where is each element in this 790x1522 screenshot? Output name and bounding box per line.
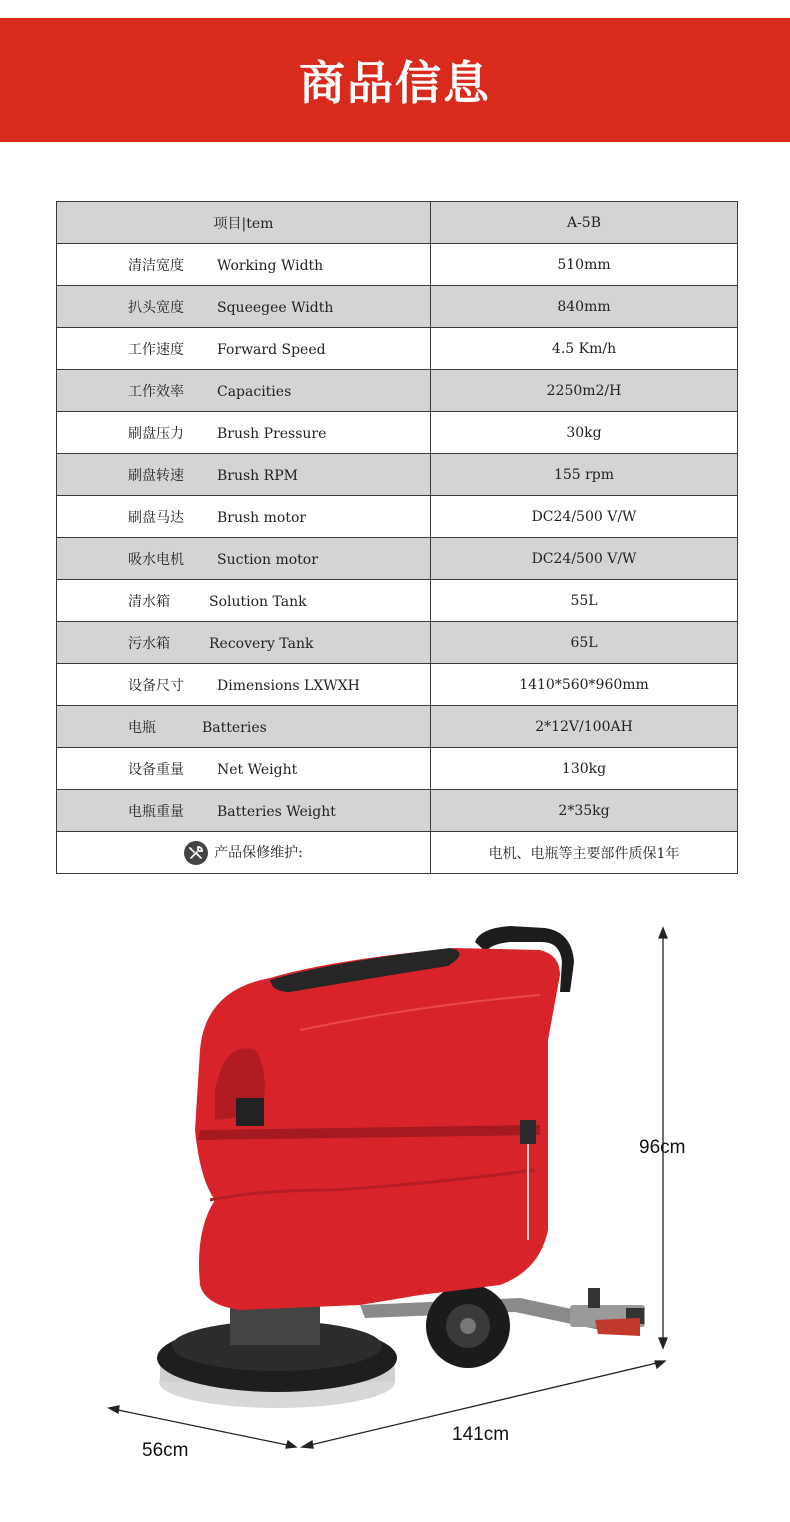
spec-value-cell: 2250m2/H bbox=[431, 370, 738, 412]
spec-label-en: Dimensions LXWXH bbox=[217, 677, 360, 694]
spec-label-en: Batteries Weight bbox=[217, 803, 336, 820]
width-label: 56cm bbox=[142, 1440, 189, 1461]
spec-label-en: Brush Pressure bbox=[217, 425, 327, 442]
spec-value-cell: 2*35kg bbox=[431, 790, 738, 832]
spec-label-cell bbox=[57, 496, 431, 538]
table-row bbox=[57, 706, 738, 748]
spec-label-cn: 设备尺寸 bbox=[128, 677, 184, 694]
spec-value-cell: 4.5 Km/h bbox=[431, 328, 738, 370]
spec-table bbox=[56, 201, 738, 874]
width-dimension-arrow bbox=[109, 1406, 296, 1448]
spec-label-cell bbox=[57, 538, 431, 580]
spec-label-cn: 扒头宽度 bbox=[128, 299, 184, 316]
spec-label-cn: 清水箱 bbox=[128, 593, 170, 610]
spec-label-cell bbox=[57, 454, 431, 496]
header-banner bbox=[0, 18, 790, 142]
spec-label-en: Working Width bbox=[217, 257, 324, 274]
table-row bbox=[57, 244, 738, 286]
floor-scrubber-illustration bbox=[0, 900, 790, 1522]
table-row bbox=[57, 748, 738, 790]
spec-value-cell: 130kg bbox=[431, 748, 738, 790]
spec-value-cell: 55L bbox=[431, 580, 738, 622]
brush-deck bbox=[157, 1305, 397, 1408]
spec-label-cell bbox=[57, 706, 431, 748]
spec-label-cn: 电瓶 bbox=[128, 719, 156, 736]
warranty-row bbox=[57, 832, 738, 874]
spec-label-cell bbox=[57, 244, 431, 286]
spec-value-cell: 840mm bbox=[431, 286, 738, 328]
table-row bbox=[57, 412, 738, 454]
spec-label-en: Capacities bbox=[217, 383, 292, 400]
rear-wheel bbox=[426, 1284, 510, 1368]
table-row bbox=[57, 622, 738, 664]
spec-label-en: Brush motor bbox=[217, 509, 307, 526]
spec-value-cell: 1410*560*960mm bbox=[431, 664, 738, 706]
table-row bbox=[57, 286, 738, 328]
spec-label-cn: 刷盘马达 bbox=[128, 509, 184, 526]
warranty-label: 产品保修维护: bbox=[214, 844, 303, 861]
spec-label-cell bbox=[57, 748, 431, 790]
table-row bbox=[57, 538, 738, 580]
spec-label-cn: 工作效率 bbox=[128, 383, 184, 400]
spec-label-cn: 刷盘压力 bbox=[128, 425, 184, 442]
warranty-label-cell bbox=[57, 832, 431, 874]
spec-value-cell: DC24/500 V/W bbox=[431, 496, 738, 538]
page-title: 商品信息 bbox=[299, 56, 491, 110]
table-row bbox=[57, 496, 738, 538]
spec-label-en: Batteries bbox=[202, 719, 267, 736]
spec-label-cell bbox=[57, 622, 431, 664]
spec-label-en: Squeegee Width bbox=[217, 299, 334, 316]
machine-body bbox=[195, 948, 560, 1310]
spec-label-cell bbox=[57, 790, 431, 832]
spec-label-cn: 工作速度 bbox=[128, 341, 184, 358]
warranty-value: 电机、电瓶等主要部件质保1年 bbox=[431, 832, 738, 874]
spec-label-en: Forward Speed bbox=[217, 341, 326, 358]
spec-label-cn: 刷盘转速 bbox=[128, 467, 184, 484]
table-row bbox=[57, 580, 738, 622]
spec-value-cell: DC24/500 V/W bbox=[431, 538, 738, 580]
spec-label-cn: 电瓶重量 bbox=[128, 803, 184, 820]
wrench-icon bbox=[184, 841, 208, 865]
spec-label-cell bbox=[57, 328, 431, 370]
spec-value-cell: 510mm bbox=[431, 244, 738, 286]
spec-value-cell: 65L bbox=[431, 622, 738, 664]
header-model: A-5B bbox=[431, 202, 738, 244]
spec-label-cell bbox=[57, 580, 431, 622]
spec-label-cell bbox=[57, 412, 431, 454]
spec-label-cell bbox=[57, 664, 431, 706]
header-item: 项目|tem bbox=[57, 202, 431, 244]
spec-value-cell: 30kg bbox=[431, 412, 738, 454]
length-label: 141cm bbox=[452, 1424, 510, 1445]
spec-label-cn: 设备重量 bbox=[128, 761, 184, 778]
height-label: 96cm bbox=[639, 1137, 686, 1158]
table-header-row bbox=[57, 202, 738, 244]
spec-label-en: Solution Tank bbox=[209, 593, 307, 610]
table-row bbox=[57, 370, 738, 412]
table-row bbox=[57, 454, 738, 496]
spec-label-cn: 污水箱 bbox=[128, 635, 170, 652]
spec-label-en: Brush RPM bbox=[217, 467, 298, 484]
spec-label-en: Recovery Tank bbox=[209, 635, 314, 652]
spec-label-en: Net Weight bbox=[217, 761, 298, 778]
table-row bbox=[57, 664, 738, 706]
spec-label-cell bbox=[57, 370, 431, 412]
spec-label-cn: 吸水电机 bbox=[128, 551, 184, 568]
spec-label-en: Suction motor bbox=[217, 551, 318, 568]
spec-label-cn: 清洁宽度 bbox=[128, 257, 184, 274]
spec-value-cell: 2*12V/100AH bbox=[431, 706, 738, 748]
table-row bbox=[57, 328, 738, 370]
spec-label-cell bbox=[57, 286, 431, 328]
spec-value-cell: 155 rpm bbox=[431, 454, 738, 496]
table-row bbox=[57, 790, 738, 832]
